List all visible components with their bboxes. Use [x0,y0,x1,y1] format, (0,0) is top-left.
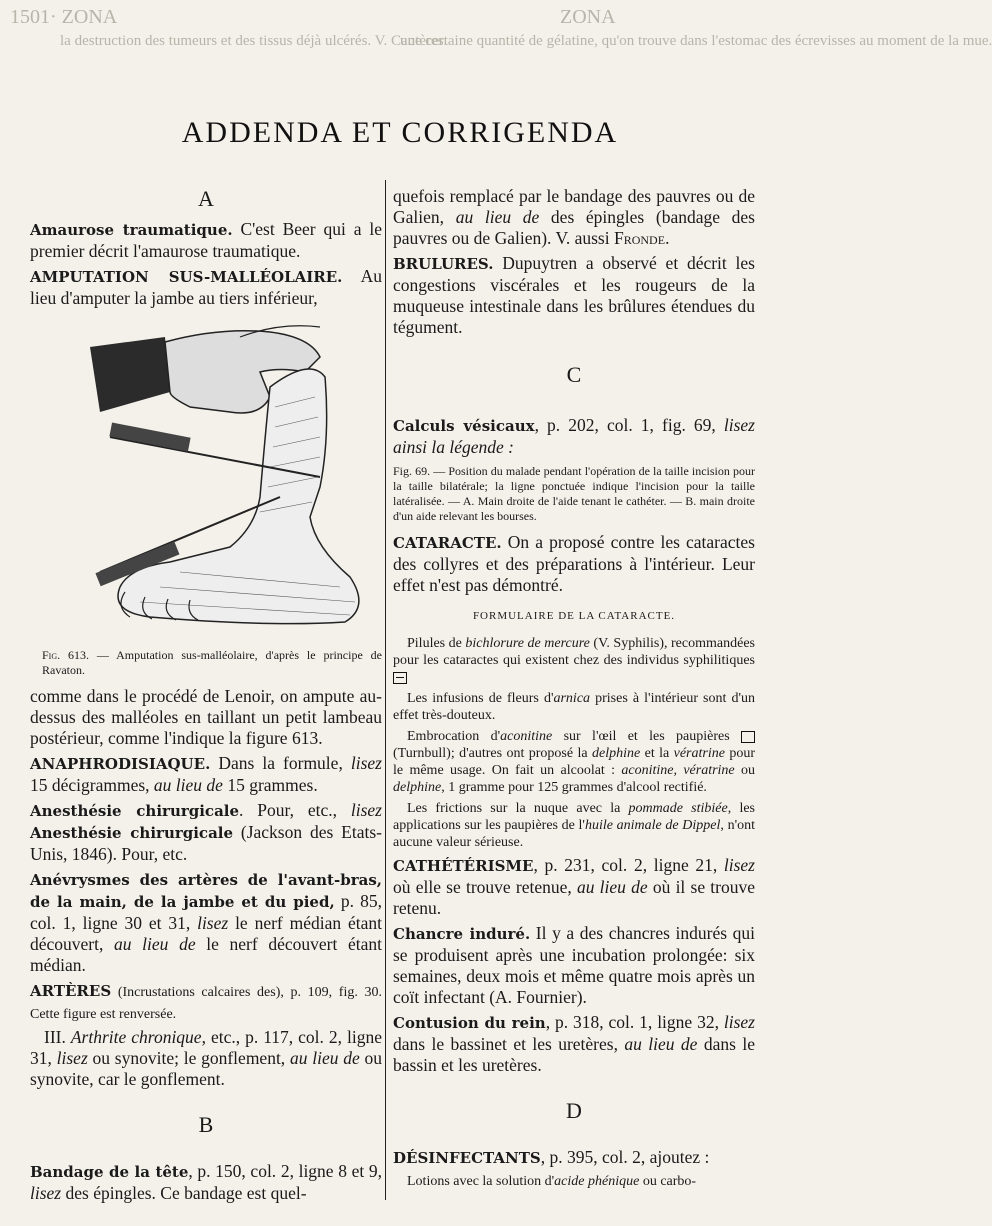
entry-text: Lotions avec la solution d' [407,1174,555,1189]
entry-term: ANAPHRODISIAQUE. [30,755,211,773]
entry-term: BRULURES. [393,255,494,273]
bleed-through-right-text: une certaine quantité de gélatine, qu'on trouve dans l'estomac des écrevisses au moment de la mue. [400,33,992,49]
entry-term: huile animale de Dippel [584,818,721,833]
figure-label: Fig. 613. [42,648,90,662]
entry-text: Dupuytren a observé et décrit les congestions viscérales et les rougeurs de la muqueuse intestinale dans les brûlures étendues du tégument. [393,253,755,337]
entry-text: p. 85, col. 1, ligne 30 et 31, [30,891,382,933]
correction-au-lieu: au lieu de [153,775,223,795]
entry-text: où il se trouve retenu. [393,877,756,918]
correction-lisez: lisez [197,913,229,933]
entry-text: C'est Beer qui a le premier décrit l'amaurose traumatique. [30,219,383,261]
entry-catheterisme [393,855,755,919]
entry-text: dans le bassin et les uretères. [393,1034,755,1075]
entry-text: 15 décigrammes, [30,775,154,795]
correction-lisez: lisez [56,1048,88,1068]
entry-text: ou synovite, car le gonflement. [30,1048,383,1089]
entry-text: . [665,228,670,248]
entry-text: quefois remplacé par le bandage des pauvres ou de Galien, [393,186,755,227]
correction-lisez: lisez [723,1012,755,1032]
entry-term: Contusion du rein [393,1014,546,1032]
entry-anesthesie [30,800,382,865]
entry-term: arnica [553,691,591,706]
entry-text: Embrocation d' [407,729,501,744]
entry-text: Les frictions sur la nuque avec la [407,801,629,816]
entry-term: Arthrite chronique [70,1027,202,1047]
entry-text: pour le même usage. On fait un alcoolat : [393,746,755,778]
correction-au-lieu: au lieu de [576,877,648,897]
entry-term: Chancre induré. [393,925,531,943]
entry-term: Anesthésie chirurgicale [30,824,234,842]
entry-text: dans le bassinet et les uretères, [393,1034,625,1054]
entry-text: Il y a des chancres indurés qui se produisent après une incubation prolongée: six semaines, deux mois et même quatre mois après un coït infectant (A. Fournier). [393,923,756,1007]
entry-term: acide phénique [554,1174,640,1189]
entry-term: delphine [393,780,442,795]
entry-term: DÉSINFECTANTS [393,1149,541,1167]
entry-lotions [393,1173,755,1190]
correction-au-lieu: au lieu de [455,207,540,227]
figure-caption-text: — Amputation sus-malléolaire, d'après le principe de Ravaton. [42,648,382,677]
entry-text: (V. Syphilis), recommandées pour les cataractes qui existent chez des individus syphilitiques [393,636,755,668]
entry-amaurose [30,219,382,262]
page-title: ADDENDA ET CORRIGENDA [0,114,800,152]
entry-amputation [30,266,382,309]
entry-term: aconitine [500,729,553,744]
entry-text: 15 grammes. [222,775,318,795]
entry-text: , les applications sur les paupières de l' [393,801,755,833]
entry-calculs [393,415,755,458]
entry-text: , n'ont aucune valeur sérieuse. [393,818,756,850]
entry-term: Amaurose traumatique. [30,221,233,239]
section-letter-b: B [198,1112,214,1137]
formula-symbol-icon [741,731,755,743]
entry-term: aconitine, vératrine [621,763,735,778]
entry-text: , p. 395, col. 2, ajoutez : [540,1147,710,1167]
entry-text: On a proposé contre les cataractes des collyres et des préparations à l'intérieur. Leur effet n'est pas démontré. [393,532,755,595]
correction-au-lieu: au lieu de [289,1048,360,1068]
figure-69-legend: Fig. 69. — Position du malade pendant l'opération de la taille incision pour la taille bilatérale; la ligne ponctuée indique l'incision pour la taille latéralisée. — A. Main droite de l'aide tenant le cathéter. — B. main droite d'un aide relevant les bourses. [393,464,755,523]
correction-lisez: lisez [350,753,382,773]
correction-lisez: lisez [30,1183,62,1203]
entry-text: le nerf découvert étant médian. [30,934,382,975]
entry-term: Anévrysmes des artères de l'avant-bras, de la main, de la jambe et du pied, [30,871,382,911]
correction-au-lieu: au lieu de [624,1034,698,1054]
entry-text: et la [640,746,674,761]
entry-text: , p. 150, col. 2, ligne 8 et 9, [188,1161,382,1181]
cross-reference: Fronde [613,228,666,248]
entry-cataracte [393,532,755,596]
correction-au-lieu: au lieu de [114,934,196,954]
section-letter-a: A [198,186,214,211]
right-column [393,186,755,1194]
entry-text: le nerf médian étant découvert, [30,913,382,954]
entry-text: , etc., p. 117, col. 2, ligne 31, [30,1027,383,1068]
correction-lisez: lisez ainsi la légende : [393,415,755,457]
formulaire-heading: FORMULAIRE DE LA CATARACTE. [472,610,676,622]
entry-text: des épingles. Ce bandage est quel- [61,1183,307,1203]
entry-term: CATARACTE. [393,534,502,552]
entry-anevrysmes [30,869,382,976]
entry-term: delphine [591,746,641,761]
entry-text: des épingles (bandage des pauvres ou de Galien). V. aussi [393,207,755,248]
entry-text: ou carbo- [639,1174,697,1189]
entry-term: Calculs vésicaux [393,417,535,435]
entry-embrocation [393,728,755,796]
entry-term: CATHÉTÉRISME [393,857,534,875]
entry-text: (Jackson des Etats-Unis, 1846). Pour, etc. [30,822,382,864]
left-column [30,186,382,1208]
entry-infusions [393,690,755,724]
formula-symbol-icon [393,672,407,684]
entry-text: prises à l'intérieur sont d'un effet très-douteux. [393,691,755,723]
entry-term: AMPUTATION SUS-MALLÉOLAIRE. [30,268,343,286]
entry-text: , p. 318, col. 1, ligne 32, [545,1012,724,1032]
entry-contusion [393,1012,755,1076]
entry-brulures [393,253,755,338]
entry-term: vératrine [673,746,725,761]
entry-arteres [30,980,382,1023]
entry-desinfectants [393,1147,755,1169]
bleed-through-left-header: 1501· ZONA [10,6,118,28]
entry-text: Les infusions de fleurs d' [407,691,554,706]
column-divider [385,180,386,1200]
entry-pilules [393,635,755,686]
entry-text: III. [44,1027,71,1047]
entry-term: bichlorure de mercure [465,636,590,651]
section-letter-d: D [566,1098,582,1123]
entry-text: ou synovite; le gonflement, [87,1048,290,1068]
entry-term: pommade stibiée [628,801,728,816]
entry-text: (Incrustations calcaires des), p. 109, fig. 30. Cette figure est renversée. [30,985,382,1022]
entry-text: sur l'œil et les paupières [552,729,730,744]
entry-text: où elle se trouve retenue, [393,877,577,897]
entry-text: Au lieu d'amputer la jambe au tiers inférieur, [30,266,382,308]
correction-lisez: lisez [723,855,755,875]
amputation-figure-illustration [70,317,370,637]
bleed-through-right-header: ZONA [560,6,616,28]
bleed-through-left-text: la destruction des tumeurs et des tissus déjà ulcérés. V. Cautères. [60,33,448,49]
entry-term: Anesthésie chirurgicale [30,802,240,820]
entry-anaphrodisiaque [30,753,382,796]
entry-bandage [30,1161,382,1204]
entry-term: ARTÈRES [30,982,112,1000]
entry-text: Pilules de [407,636,466,651]
section-letter-c: C [566,362,582,387]
entry-text: . Pour, etc., [239,800,351,820]
entry-lenoir-text: comme dans le procédé de Lenoir, on ampute au-dessus des malléoles en taillant un petit lambeau postérieur, comme l'indique la figure 613. [30,686,382,748]
entry-frictions [393,800,755,851]
entry-arthrite [30,1027,382,1090]
figure-613-caption [42,648,382,678]
entry-text: Dans la formule, [210,753,351,773]
entry-text: , 1 gramme pour 125 grammes d'alcool rectifié. [441,780,707,795]
correction-lisez: lisez [350,800,382,820]
entry-text: , p. 202, col. 1, fig. 69, [534,415,716,435]
entry-term: Bandage de la tête [30,1163,189,1181]
entry-text: , p. 231, col. 2, ligne 21, [533,855,724,875]
entry-bandage-continued [393,186,755,249]
entry-text: (Turnbull); d'autres ont proposé la [393,746,592,761]
entry-chancre [393,923,755,1008]
entry-text: ou [734,763,755,778]
